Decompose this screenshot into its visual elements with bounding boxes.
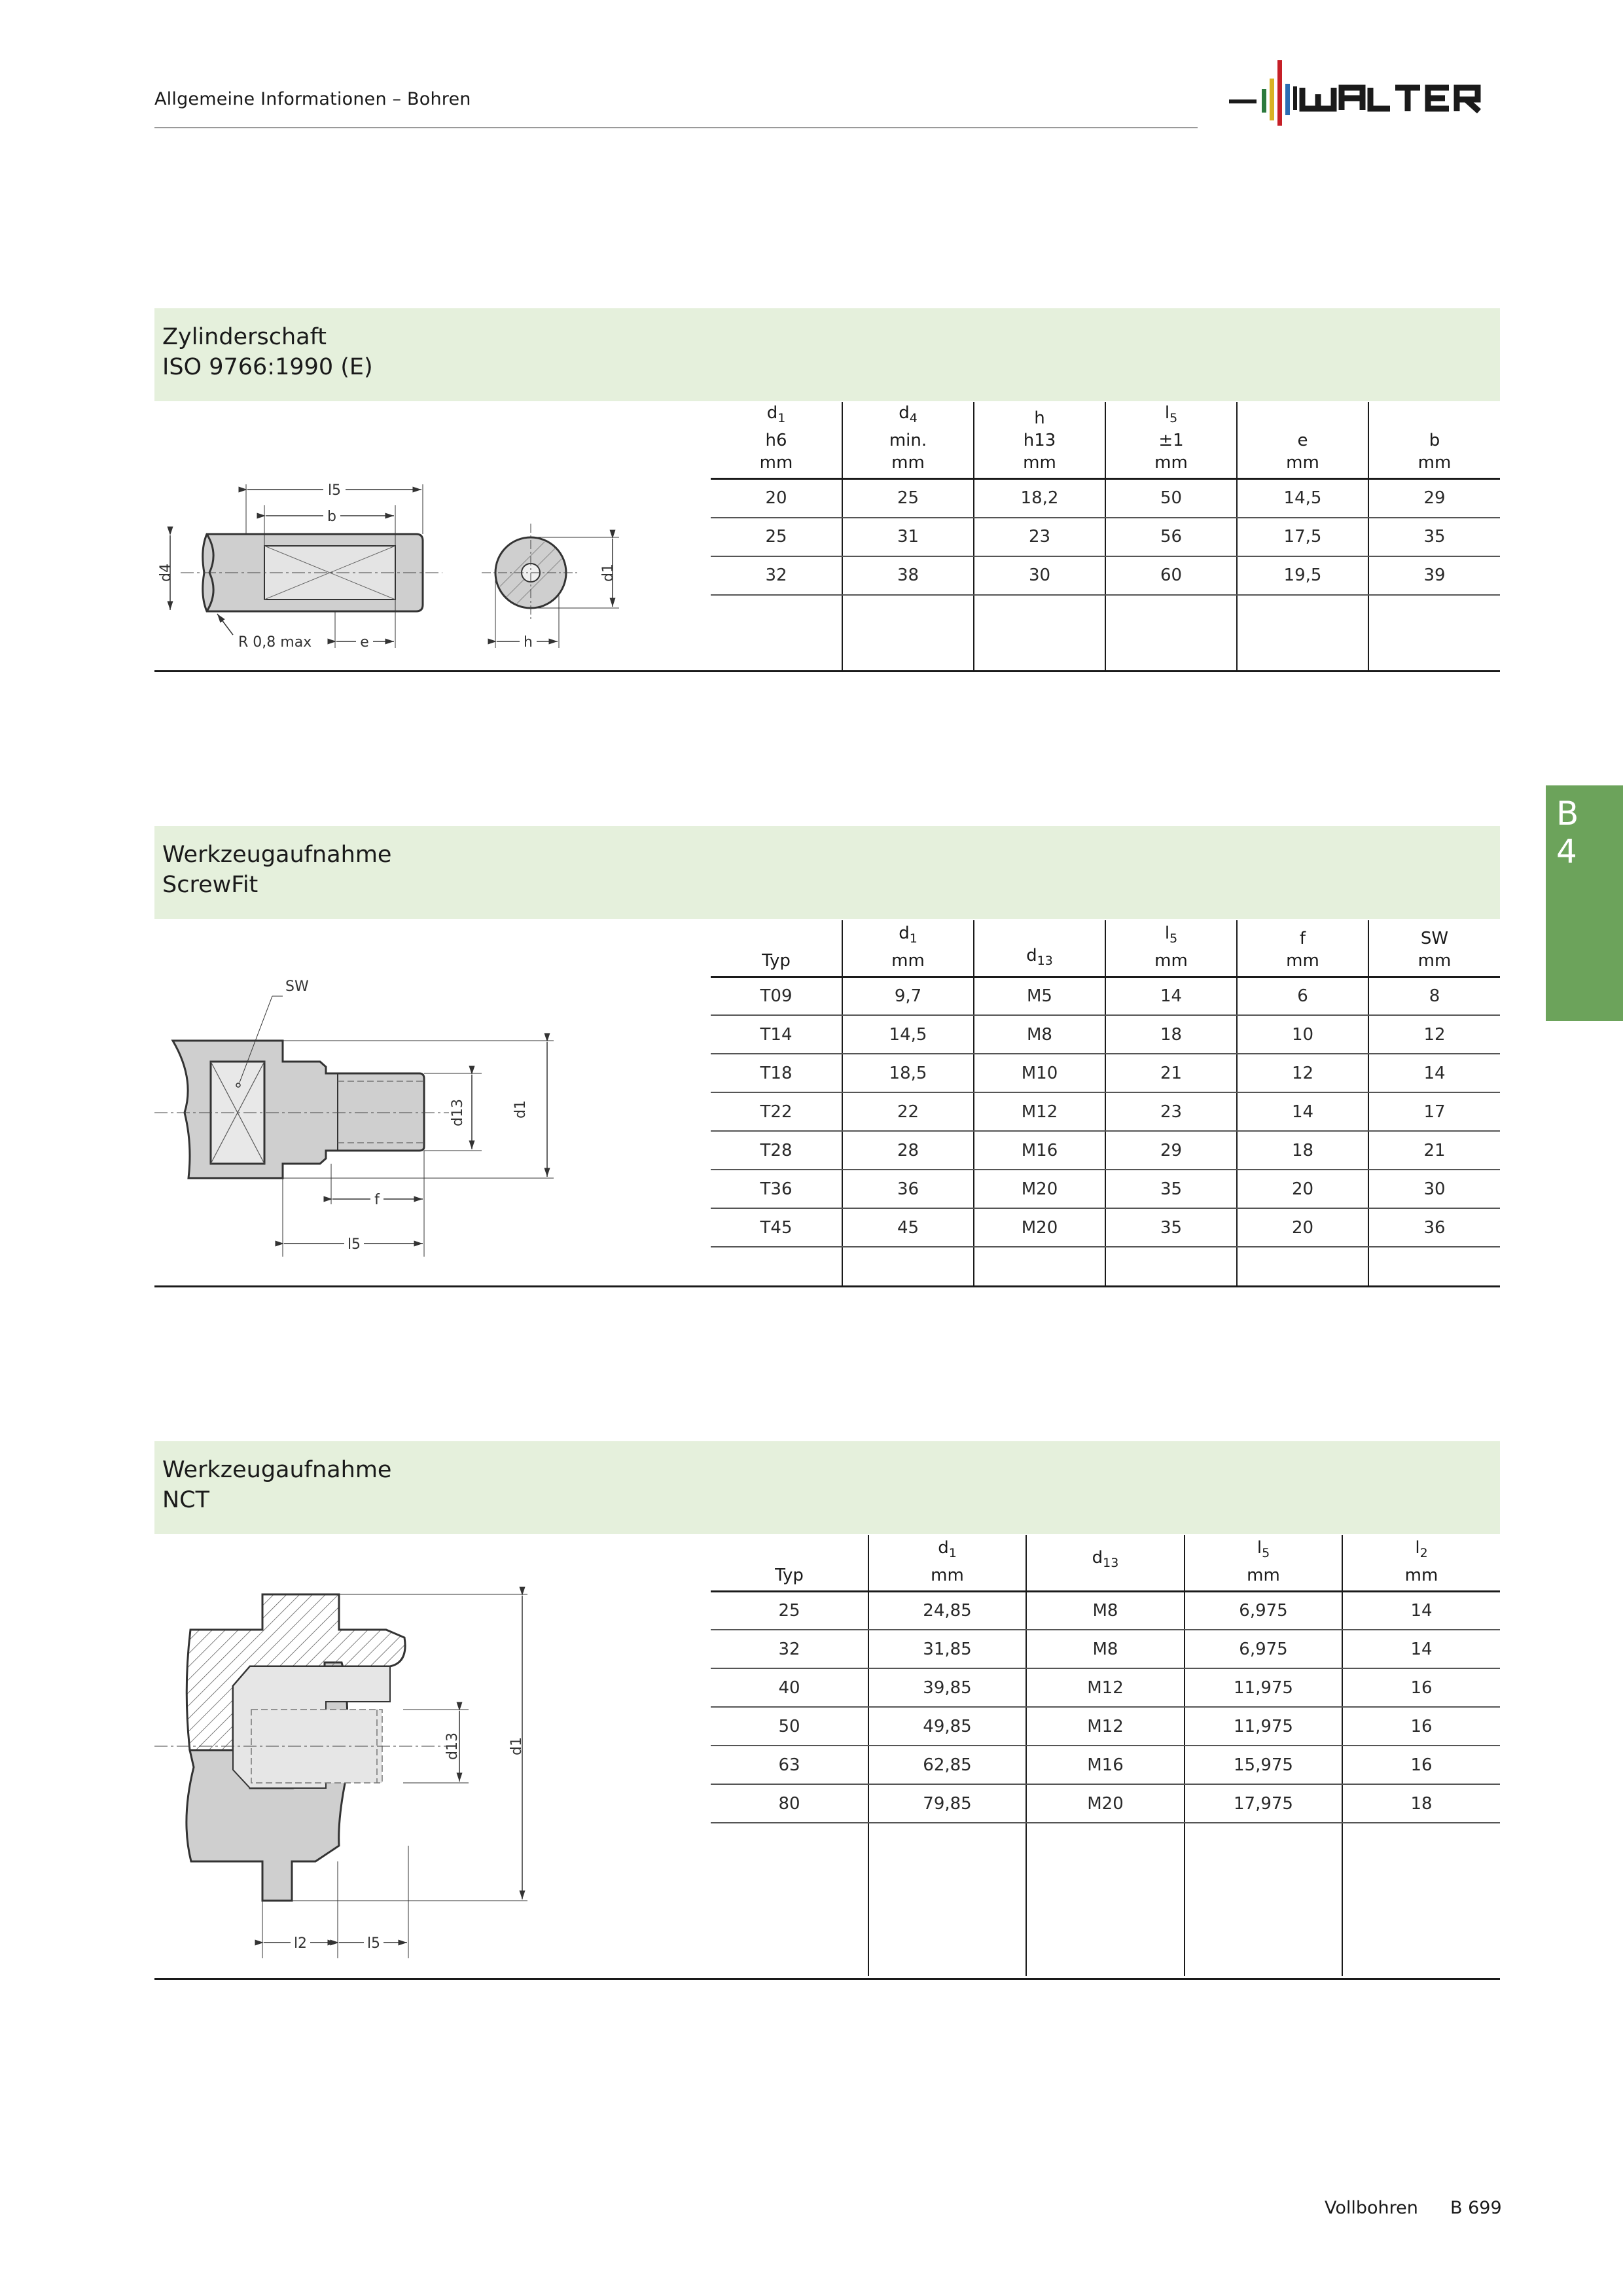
col-header-d1: $d_1$ mm — [842, 920, 974, 977]
col-header-d1: $d_1$ mm — [868, 1535, 1026, 1591]
table-row: 25 24,85 M8 6,975 14 — [711, 1591, 1500, 1630]
col-header-l2: $l_2$ mm — [1342, 1535, 1500, 1591]
table-row: 40 39,85 M12 11,975 16 — [711, 1668, 1500, 1707]
table-row: T14 14,5 M8 18 10 12 — [711, 1015, 1500, 1054]
col-header-h: h h13 mm — [974, 402, 1105, 479]
section-subtitle: NCT — [162, 1487, 209, 1513]
table-screwfit — [711, 920, 1500, 1285]
page-header-title: Allgemeine Informationen – Bohren — [154, 89, 471, 109]
section-header-nct — [154, 1441, 1500, 1534]
footer-page-number: B 699 — [1450, 2198, 1502, 2218]
table-row: 80 79,85 M20 17,975 18 — [711, 1784, 1500, 1823]
table-row: T36 36 M20 35 20 30 — [711, 1170, 1500, 1208]
section-title: Zylinderschaft — [162, 324, 327, 350]
label-sw: SW — [285, 978, 309, 995]
table-row: 32 31,85 M8 6,975 14 — [711, 1630, 1500, 1668]
col-header-e: e mm — [1237, 402, 1368, 479]
section-divider — [154, 1978, 1500, 1980]
col-header-d13: $d_{13}$ — [1026, 1535, 1185, 1591]
table-row: T09 9,7 M5 14 6 8 — [711, 977, 1500, 1015]
section-header-zylinderschaft — [154, 308, 1500, 401]
table-row: T18 18,5 M10 21 12 14 — [711, 1054, 1500, 1092]
chapter-tab — [1546, 785, 1623, 1021]
label-d1: d1 — [508, 1737, 525, 1755]
chapter-tab-label: B 4 — [1556, 795, 1584, 870]
label-l5: l5 — [327, 482, 342, 499]
label-h: h — [524, 634, 533, 651]
table-row: 32 38 30 60 19,5 39 — [711, 556, 1500, 595]
section-divider — [154, 1285, 1500, 1287]
section-header-screwfit — [154, 826, 1500, 919]
table-zylinderschaft — [711, 402, 1500, 672]
label-e: e — [360, 634, 369, 651]
section-subtitle: ScrewFit — [162, 872, 259, 898]
section-title: Werkzeugaufnahme — [162, 1457, 392, 1483]
col-header-b: b mm — [1368, 402, 1500, 479]
table-row: 20 25 18,2 50 14,5 29 — [711, 479, 1500, 518]
col-header-d1: $d_1$ h6 mm — [711, 402, 842, 479]
header-divider — [154, 127, 1198, 128]
col-header-d13: $d_{13}$ — [974, 920, 1105, 977]
table-row: T22 22 M12 23 14 17 — [711, 1092, 1500, 1131]
col-header-typ: Typ — [711, 920, 842, 977]
col-header-f: f mm — [1237, 920, 1368, 977]
col-header-l5: $l_5$ ±1 mm — [1105, 402, 1237, 479]
drawing-cylinder-shank — [154, 458, 652, 664]
table-row: T28 28 M16 29 18 21 — [711, 1131, 1500, 1170]
col-header-typ: Typ — [711, 1535, 868, 1591]
col-header-sw: SW mm — [1368, 920, 1500, 977]
label-radius: R 0,8 max — [238, 634, 312, 651]
table-row: 25 31 23 56 17,5 35 — [711, 518, 1500, 556]
footer-chapter-label: Vollbohren — [1325, 2198, 1418, 2218]
col-header-d4: $d_4$ min. mm — [842, 402, 974, 479]
label-d1: d1 — [600, 564, 616, 582]
label-d13: d13 — [444, 1732, 461, 1760]
table-row: T45 45 M20 35 20 36 — [711, 1208, 1500, 1247]
drawing-screwfit — [154, 969, 586, 1259]
table-nct — [711, 1535, 1500, 1976]
label-d4: d4 — [158, 564, 174, 582]
section-title: Werkzeugaufnahme — [162, 842, 392, 868]
table-row: 50 49,85 M12 11,975 16 — [711, 1707, 1500, 1746]
section-subtitle: ISO 9766:1990 (E) — [162, 354, 373, 380]
label-d13: d13 — [450, 1099, 466, 1126]
walter-logo — [1229, 60, 1501, 132]
table-row: 63 62,85 M16 15,975 16 — [711, 1746, 1500, 1784]
label-l5: l5 — [347, 1236, 361, 1253]
col-header-l5: $l_5$ mm — [1185, 1535, 1342, 1591]
col-header-l5: $l_5$ mm — [1105, 920, 1237, 977]
label-d1: d1 — [512, 1100, 529, 1119]
label-b: b — [327, 509, 336, 525]
section-divider — [154, 670, 1500, 672]
label-f: f — [374, 1192, 380, 1208]
drawing-nct — [154, 1571, 573, 1973]
label-l5: l5 — [366, 1935, 381, 1952]
label-l2: l2 — [293, 1935, 308, 1952]
